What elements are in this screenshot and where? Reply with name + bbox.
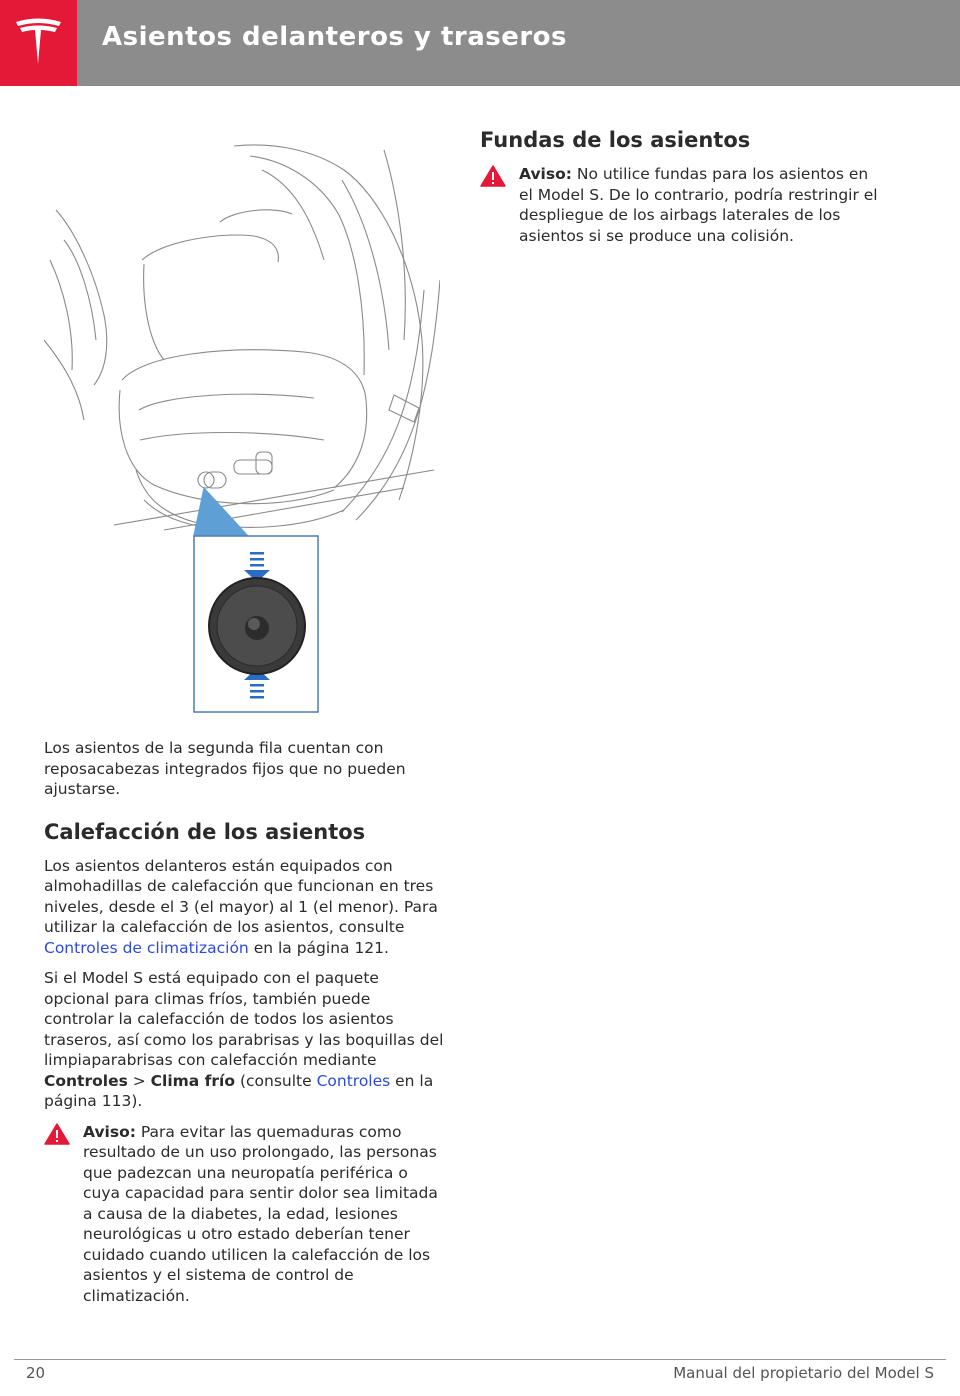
footer-divider (14, 1359, 946, 1360)
warning-label: Aviso: (519, 165, 572, 183)
page-number: 20 (26, 1364, 46, 1382)
warning-text: Para evitar las quemaduras como resultado de un uso prolongado, las personas que padezcan una neuropatía periférica o cuya capacidad para sentir dolor sea limitada a causa de la diabetes, la edad, lesiones neurológicas u otro estado deberían tener cuidado cuando utilicen la calefacción de los asientos y el sistema de control de climatización. (83, 1122, 438, 1305)
manual-title: Manual del propietario del Model S (673, 1364, 934, 1382)
heating-warning (44, 1122, 444, 1307)
page-title: Asientos delanteros y traseros (102, 22, 568, 52)
page-header (0, 0, 960, 86)
warning-text: No utilice fundas para los asientos en el Model S. De lo contrario, podría restringir el despliegue de los airbags laterales de los asientos si se produce una colisión. (519, 165, 878, 245)
heating-heading: Calefacción de los asientos (44, 819, 366, 844)
controls-link[interactable]: Controles (316, 1071, 391, 1090)
climate-controls-link[interactable]: Controles de climatización (44, 938, 249, 957)
warning-icon (44, 1123, 70, 1145)
second-row-intro: Los asientos de la segunda fila cuentan con reposacabezas integrados fijos que no pueden ajustarse. (44, 739, 406, 798)
left-column (44, 738, 444, 1306)
warning-label: Aviso: (83, 1122, 136, 1141)
seat-control-illustration (44, 140, 440, 720)
brand-logo (0, 0, 77, 86)
warning-icon (480, 165, 506, 187)
heating-paragraph-1: Los asientos delanteros están equipados con almohadillas de calefacción que funcionan en tres niveles, desde el 3 (el mayor) al 1 (el menor). Para utilizar la calefacción de los asientos, consulte Controles de climatización en la página 121. (44, 856, 438, 957)
right-column (480, 128, 880, 246)
seat-covers-warning (480, 164, 880, 246)
tesla-logo-icon (14, 16, 63, 66)
heating-paragraph-2: Si el Model S está equipado con el paquete opcional para climas fríos, también puede controlar la calefacción de todos los asientos traseros, así como los parabrisas y las boquillas del limpiaparabrisas con calefacción mediante Controles > Clima frío (consulte Controles en la página 113). (44, 969, 444, 1110)
seat-covers-heading: Fundas de los asientos (480, 128, 751, 152)
